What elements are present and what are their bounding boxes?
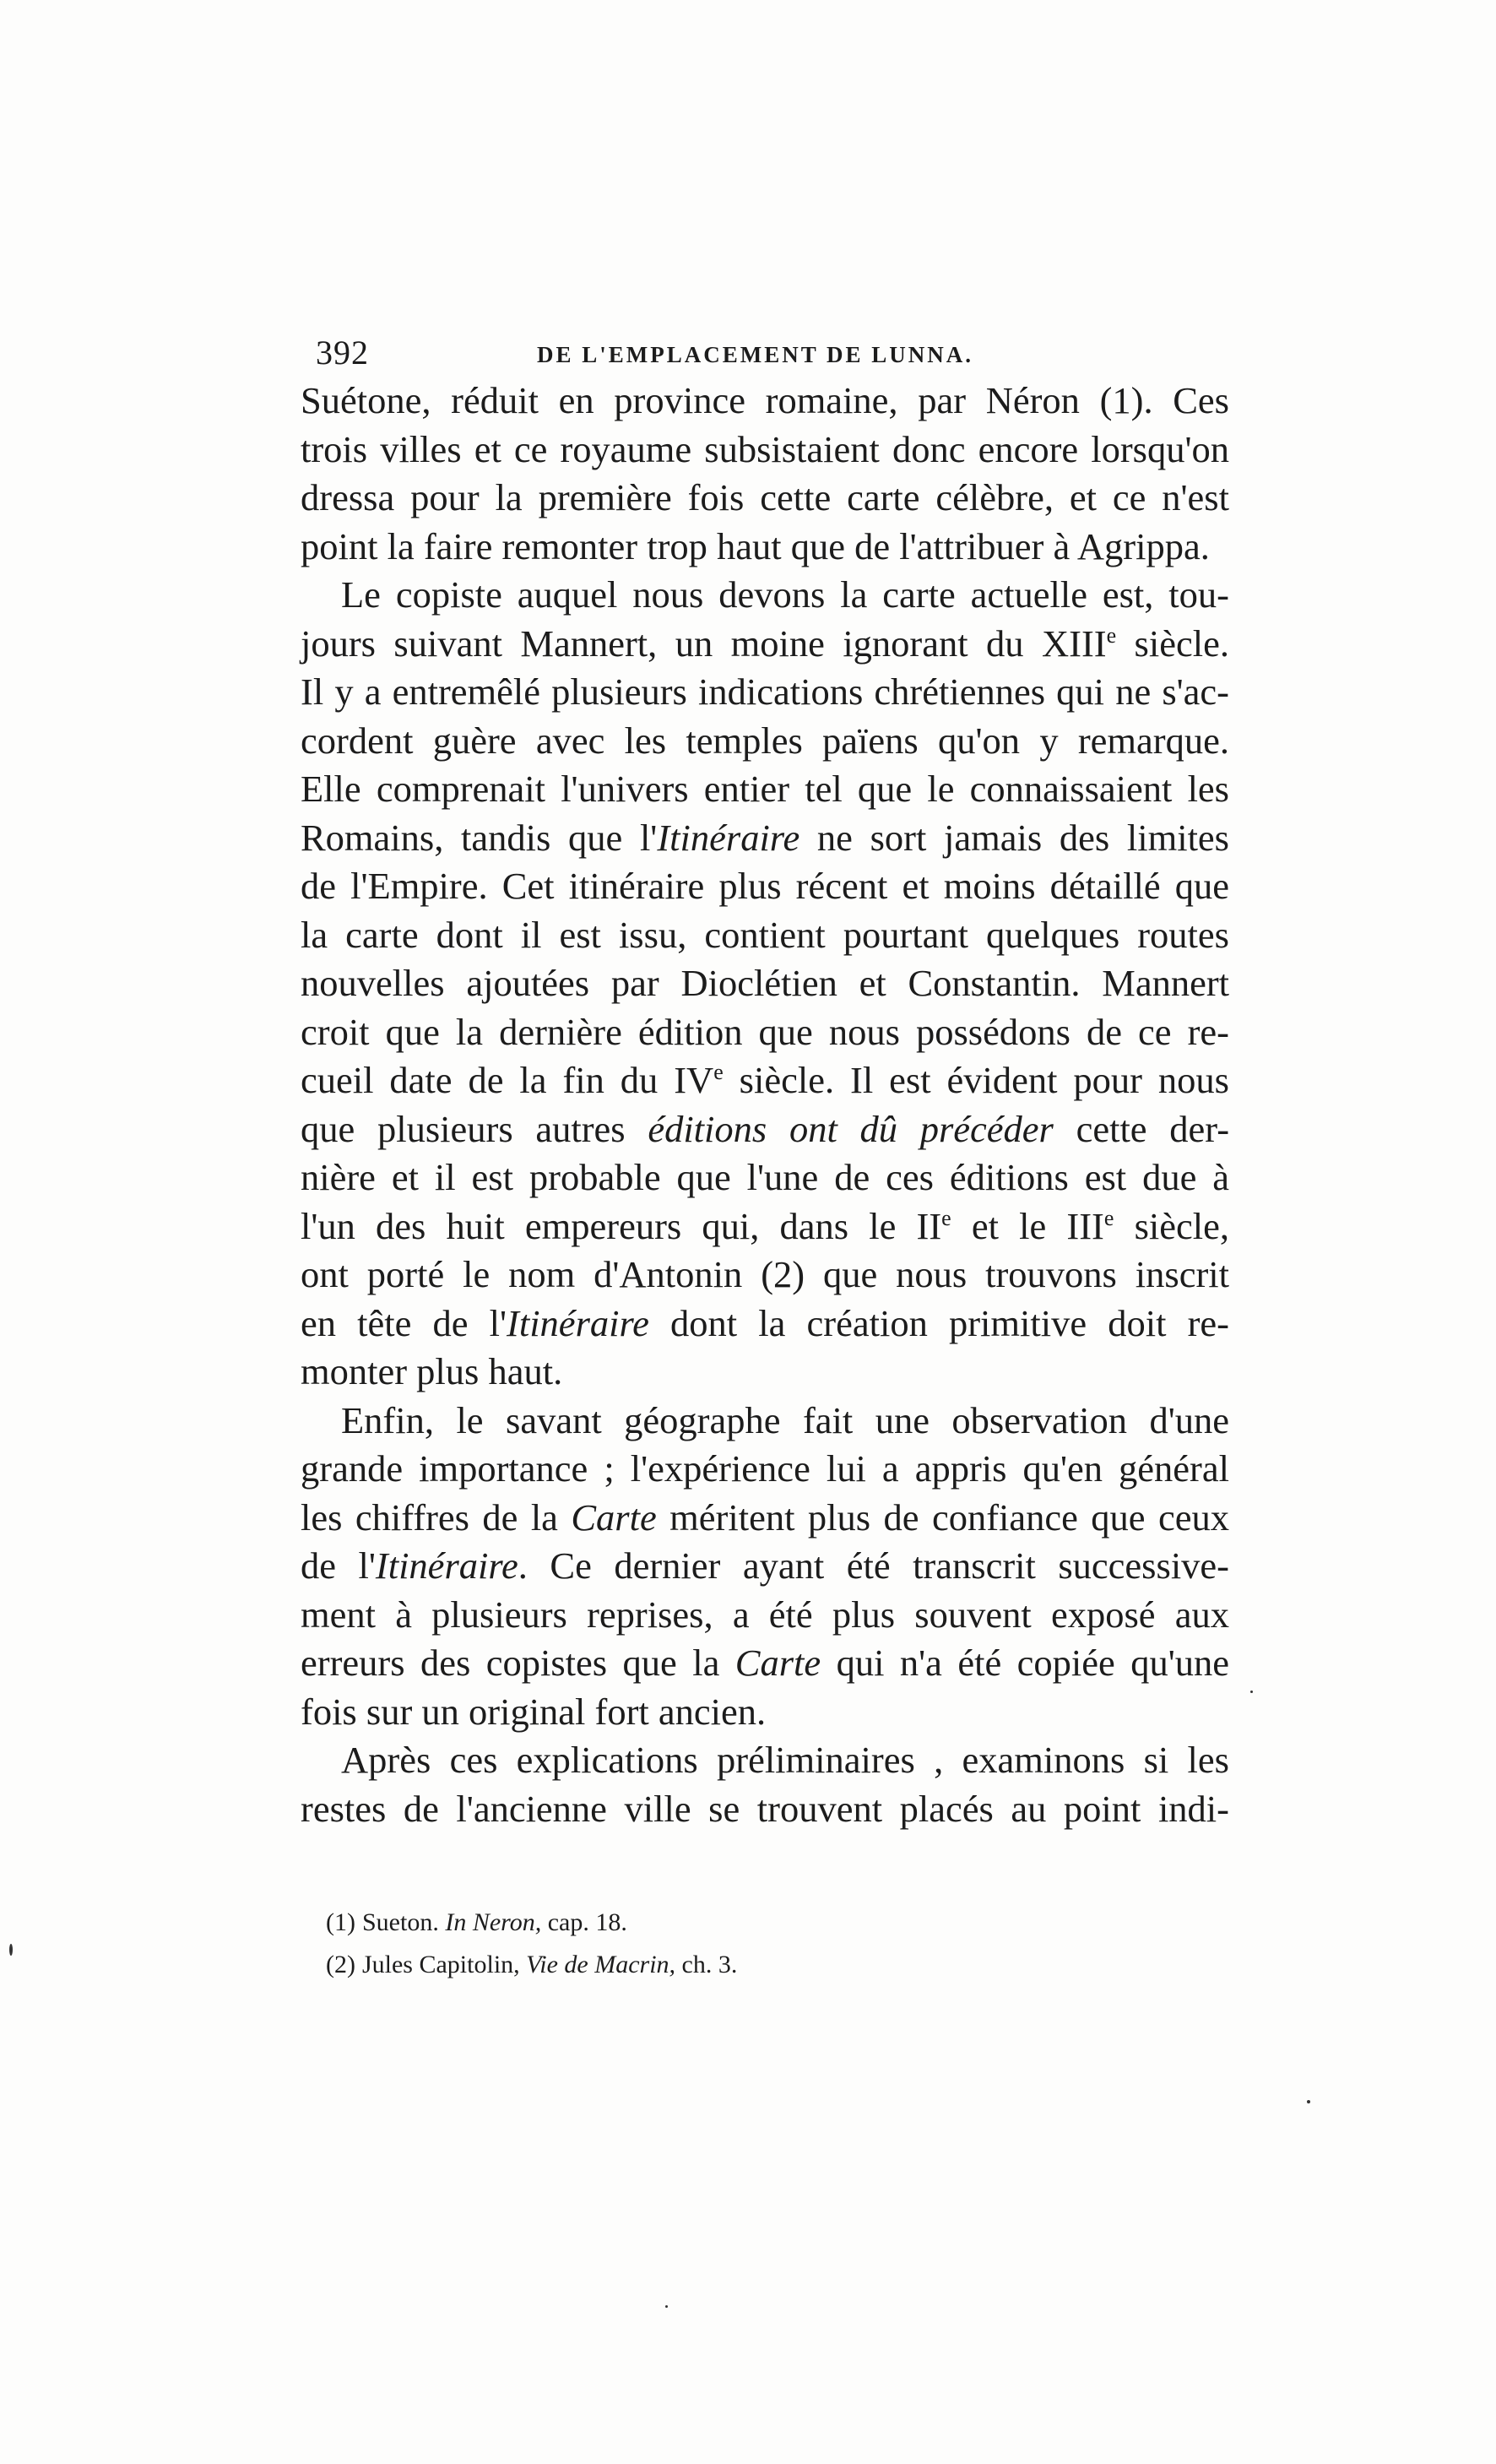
text-line: trois villes et ce royaume subsistaient donc encore lorsqu'on [301, 427, 1229, 470]
paragraph-4 [301, 1736, 1229, 1833]
footnote-marker: (1) [326, 1908, 355, 1936]
footnote-marker: (2) [326, 1951, 355, 1978]
text-line: les chiffres de la Carte méritent plus de confiance que ceux [301, 1495, 1229, 1539]
text-line: en tête de l'Itinéraire dont la création primitive doit re- [301, 1301, 1229, 1344]
text-line: Suétone, réduit en province romaine, par Néron (1). Ces [301, 379, 1229, 421]
text-line: grande importance ; l'expérience lui a appris qu'en général [301, 1447, 1229, 1490]
text-line: ont porté le nom d'Antonin (2) que nous trouvons inscrit [301, 1253, 1229, 1295]
body-text [301, 377, 1229, 1833]
text-line: que plusieurs autres éditions ont dû précéder cette der- [301, 1107, 1230, 1150]
scan-speck [665, 2305, 668, 2308]
text-line: Romains, tandis que l'Itinéraire ne sort jamais des limites [301, 816, 1229, 859]
footnotes [326, 1902, 1086, 1986]
scan-speck [1307, 2100, 1310, 2103]
text-line: Il y a entremêlé plusieurs indications chrétiennes qui ne s'ac- [301, 670, 1229, 713]
text-line: erreurs des copistes que la Carte qui n'a été copiée qu'une [301, 1642, 1229, 1684]
text-line: Elle comprenait l'univers entier tel que le connaissaient les [301, 768, 1229, 810]
text-line: ment à plusieurs reprises, a été plus souvent exposé aux [301, 1593, 1229, 1636]
text-line: point la faire remonter trop haut que de l'attribuer à Agrippa. [301, 524, 1210, 567]
text-line: nière et il est probable que l'une de ces éditions est due à [301, 1156, 1229, 1198]
text-line: Enfin, le savant géographe fait une observation d'une [341, 1398, 1229, 1441]
text-line: cordent guère avec les temples païens qu'on y remarque. [301, 719, 1229, 762]
text-line: nouvelles ajoutées par Dioclétien et Constantin. Mannert [301, 962, 1229, 1004]
text-line: jours suivant Mannert, un moine ignorant du XIIIe siècle. [301, 621, 1229, 665]
text-line: la carte dont il est issu, contient pourtant quelques routes [301, 913, 1229, 956]
text-line: croit que la dernière édition que nous possédons de ce re- [301, 1010, 1229, 1053]
scan-speck [9, 1944, 13, 1956]
text-line: Après ces explications préliminaires , examinons si les [341, 1739, 1229, 1781]
text-line: l'un des huit empereurs qui, dans le IIe et le IIIe siècle, [301, 1204, 1229, 1247]
text-line: dressa pour la première fois cette carte célèbre, et ce n'est [301, 476, 1229, 518]
paragraph-1 [301, 377, 1229, 571]
text-line: fois sur un original fort ancien. [301, 1690, 767, 1733]
text-line: cueil date de la fin du IVe siècle. Il est évident pour nous [301, 1059, 1229, 1101]
scan-speck [1250, 1691, 1253, 1693]
paragraph-2 [301, 571, 1229, 1397]
text-line: de l'Itinéraire. Ce dernier ayant été transcrit successive- [301, 1544, 1230, 1587]
footnote-1: (1) Sueton. In Neron, cap. 18. [326, 1908, 627, 1936]
footnote-2: (2) Jules Capitolin, Vie de Macrin, ch. 3. [326, 1951, 738, 1978]
text-line: monter plus haut. [301, 1350, 563, 1392]
running-title: DE L'EMPLACEMENT DE LUNNA. [537, 342, 974, 367]
running-head [316, 328, 1219, 378]
text-line: restes de l'ancienne ville se trouvent placés au point indi- [301, 1787, 1229, 1830]
page-number: 392 [316, 334, 369, 372]
paragraph-3 [301, 1397, 1229, 1737]
text-line: de l'Empire. Cet itinéraire plus récent et moins détaillé que [301, 865, 1229, 907]
text-line: Le copiste auquel nous devons la carte actuelle est, tou- [341, 573, 1229, 616]
